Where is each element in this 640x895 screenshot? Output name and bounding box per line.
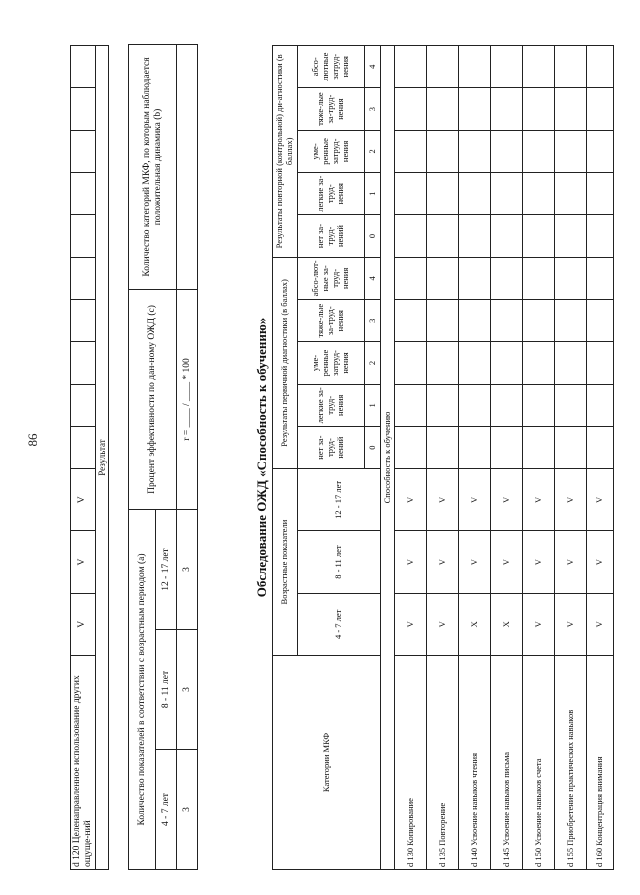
score-cell — [523, 88, 555, 130]
score-cell — [459, 384, 491, 426]
age-mark: V — [587, 469, 614, 531]
header-age: Возрастные показатели — [273, 469, 298, 656]
table-row — [491, 46, 523, 870]
age-mark: V — [491, 531, 523, 593]
score-cell — [395, 88, 427, 130]
age-group-4-7: 4 - 7 лет — [156, 750, 177, 870]
row-label: d 150 Усвоение навыков счета — [523, 655, 555, 869]
age-value-4-7: 3 — [177, 750, 198, 870]
score-cell — [523, 384, 555, 426]
score-cell — [587, 215, 614, 257]
score-cell — [555, 46, 587, 88]
score-cell — [491, 384, 523, 426]
age-8-11: 8 - 11 лет — [298, 531, 381, 593]
score-cell — [491, 342, 523, 384]
repeat-level-severe: тяже-лые за-труд-нения — [298, 88, 365, 130]
score-cell — [523, 300, 555, 342]
summary-col-b-header: Количество категорий МКФ, по которым наблюдается положительная динамика (b) — [129, 44, 177, 289]
age-mark: V — [523, 531, 555, 593]
age-value-8-11: 3 — [177, 630, 198, 750]
age-group-12-17: 12 - 17 лет — [156, 509, 177, 629]
score-cell — [555, 384, 587, 426]
repeat-score-4: 4 — [365, 46, 381, 88]
score-cell — [491, 300, 523, 342]
page-number: 86 — [25, 433, 40, 447]
row-label: d 120 Целенаправленное использование других ощуще-ний — [71, 655, 96, 869]
score-cell — [427, 426, 459, 468]
row-label: d 140 Усвоение навыков чтения — [459, 655, 491, 869]
score-cell — [395, 215, 427, 257]
score-cell — [427, 173, 459, 215]
score-cell — [587, 342, 614, 384]
score-cell — [71, 342, 96, 384]
table-row — [555, 46, 587, 870]
table-row — [395, 46, 427, 870]
score-cell — [459, 215, 491, 257]
score-cell — [427, 342, 459, 384]
score-cell — [71, 384, 96, 426]
row-d120 — [71, 46, 96, 870]
score-cell — [491, 173, 523, 215]
score-cell — [555, 300, 587, 342]
score-cell — [523, 257, 555, 299]
score-cell — [555, 130, 587, 172]
row-label: d 130 Копирование — [395, 655, 427, 869]
score-4: 4 — [365, 257, 381, 299]
score-cell — [459, 130, 491, 172]
age-mark: X — [459, 593, 491, 655]
score-cell — [395, 257, 427, 299]
age-mark: V — [459, 469, 491, 531]
age-mark: V — [555, 531, 587, 593]
score-cell — [523, 130, 555, 172]
score-cell — [459, 342, 491, 384]
mark-age-12-17: V — [71, 469, 96, 531]
score-cell — [395, 426, 427, 468]
score-cell — [427, 88, 459, 130]
efficiency-formula: r = ____ / ____ * 100 — [177, 289, 198, 509]
score-cell — [459, 300, 491, 342]
score-cell — [587, 173, 614, 215]
score-cell — [587, 257, 614, 299]
score-cell — [555, 342, 587, 384]
repeat-score-1: 1 — [365, 173, 381, 215]
score-cell — [395, 342, 427, 384]
score-cell — [491, 88, 523, 130]
score-cell — [587, 426, 614, 468]
table-row — [459, 46, 491, 870]
score-cell — [71, 299, 96, 341]
row-label: d 135 Повторение — [427, 655, 459, 869]
age-mark: V — [523, 469, 555, 531]
assessment-rows — [395, 46, 614, 870]
positive-dynamics-count — [177, 44, 198, 289]
mark-age-8-11: V — [71, 531, 96, 593]
repeat-level-moderate: уме-ренные затруд-нения — [298, 130, 365, 172]
age-4-7: 4 - 7 лет — [298, 593, 381, 655]
age-mark: V — [491, 469, 523, 531]
mark-age-4-7: V — [71, 593, 96, 655]
repeat-score-0: 0 — [365, 215, 381, 257]
score-cell — [587, 300, 614, 342]
age-value-12-17: 3 — [177, 509, 198, 629]
score-cell — [427, 300, 459, 342]
header-repeat: Результаты повторной (контрольной) ди-агностики (в баллах) — [273, 46, 298, 258]
score-cell — [555, 215, 587, 257]
assessment-table — [272, 45, 614, 870]
summary-col-a-header: Количество показателей в соответствии с возрастным периодом (а) — [129, 509, 156, 869]
continuation-table — [70, 45, 109, 870]
score-cell — [71, 215, 96, 257]
score-cell — [71, 130, 96, 172]
score-cell — [523, 46, 555, 88]
score-cell — [427, 257, 459, 299]
score-cell — [587, 130, 614, 172]
age-mark: V — [523, 593, 555, 655]
row-label: d 160 Концентрация внимания — [587, 655, 614, 869]
score-cell — [555, 173, 587, 215]
score-cell — [491, 215, 523, 257]
level-none: нет за-труд-нений — [298, 426, 365, 468]
rotated-page-content — [70, 45, 630, 870]
score-cell — [587, 384, 614, 426]
score-cell — [555, 426, 587, 468]
score-cell — [459, 173, 491, 215]
header-primary: Результаты первичной диагностики (в баллах) — [273, 257, 298, 469]
score-cell — [555, 257, 587, 299]
score-cell — [427, 215, 459, 257]
results-label: Результат — [95, 46, 108, 870]
score-0: 0 — [365, 426, 381, 468]
level-mild: легкие за-труд-нения — [298, 384, 365, 426]
score-cell — [71, 88, 96, 130]
score-2: 2 — [365, 342, 381, 384]
score-cell — [427, 130, 459, 172]
repeat-score-2: 2 — [365, 130, 381, 172]
section-title: Обследование ОЖД «Способность к обучению» — [254, 317, 269, 598]
table-row — [523, 46, 555, 870]
score-cell — [459, 426, 491, 468]
repeat-level-none: нет за-труд-нений — [298, 215, 365, 257]
score-cell — [491, 426, 523, 468]
score-3: 3 — [365, 300, 381, 342]
score-cell — [491, 46, 523, 88]
table-row — [587, 46, 614, 870]
table-row — [427, 46, 459, 870]
repeat-level-mild: легкие за-труд-нения — [298, 173, 365, 215]
score-cell — [523, 342, 555, 384]
score-cell — [395, 384, 427, 426]
summary-table — [128, 45, 198, 870]
score-cell — [523, 173, 555, 215]
score-cell — [491, 130, 523, 172]
score-cell — [555, 88, 587, 130]
score-cell — [395, 173, 427, 215]
age-group-8-11: 8 - 11 лет — [156, 630, 177, 750]
header-category: Категории МКФ — [273, 655, 381, 869]
age-mark: V — [395, 469, 427, 531]
level-absolute: абсо-лют-ные за-труд-нения — [298, 257, 365, 299]
age-mark: V — [427, 469, 459, 531]
age-mark: V — [587, 593, 614, 655]
age-mark: V — [427, 593, 459, 655]
score-cell — [71, 257, 96, 299]
repeat-level-absolute: абсо-лютные затруд-нения — [298, 46, 365, 88]
score-cell — [427, 384, 459, 426]
score-cell — [71, 426, 96, 468]
age-mark: V — [395, 531, 427, 593]
level-severe: тяже-лые за-труд-нения — [298, 300, 365, 342]
score-cell — [459, 257, 491, 299]
score-cell — [459, 46, 491, 88]
score-cell — [395, 46, 427, 88]
section-label: Способность к обучению — [381, 46, 395, 870]
score-cell — [395, 300, 427, 342]
score-cell — [459, 88, 491, 130]
age-mark: V — [459, 531, 491, 593]
score-1: 1 — [365, 384, 381, 426]
score-cell — [71, 173, 96, 215]
score-cell — [71, 46, 96, 88]
age-mark: V — [427, 531, 459, 593]
score-cell — [523, 426, 555, 468]
repeat-score-3: 3 — [365, 88, 381, 130]
age-mark: V — [587, 531, 614, 593]
score-cell — [395, 130, 427, 172]
score-cell — [587, 46, 614, 88]
row-label: d 155 Приобретение практических навыков — [555, 655, 587, 869]
score-cell — [523, 215, 555, 257]
score-cell — [491, 257, 523, 299]
age-mark: V — [555, 469, 587, 531]
age-mark: V — [395, 593, 427, 655]
level-moderate: уме-ренные затруд-нения — [298, 342, 365, 384]
age-mark: X — [491, 593, 523, 655]
summary-col-c-header: Процент эффективности по дан-ному ОЖД (с) — [129, 289, 177, 509]
score-cell — [427, 46, 459, 88]
age-12-17: 12 - 17 лет — [298, 469, 381, 531]
row-label: d 145 Усвоение навыков письма — [491, 655, 523, 869]
age-mark: V — [555, 593, 587, 655]
score-cell — [587, 88, 614, 130]
